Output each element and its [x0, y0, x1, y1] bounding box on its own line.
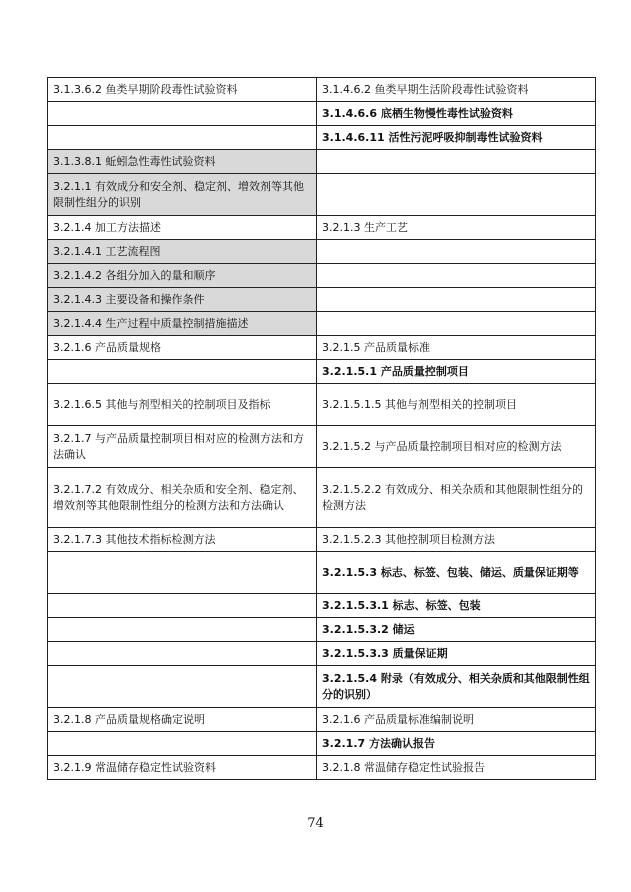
table-row: [48, 360, 596, 384]
right-cell: [317, 312, 596, 336]
right-cell: 3.2.1.3 生产工艺: [317, 216, 596, 240]
left-cell: 3.2.1.9 常温储存稳定性试验资料: [48, 756, 317, 780]
right-cell: 3.2.1.5.1.5 其他与剂型相关的控制项目: [317, 384, 596, 426]
left-cell: [48, 360, 317, 384]
left-cell: 3.2.1.4.1 工艺流程图: [48, 240, 317, 264]
left-cell: [48, 618, 317, 642]
table-row: [48, 216, 596, 240]
left-cell: 3.2.1.6 产品质量规格: [48, 336, 317, 360]
left-cell: 3.2.1.8 产品质量规格确定说明: [48, 708, 317, 732]
table-row: [48, 552, 596, 594]
table-row: [48, 126, 596, 150]
right-cell: 3.1.4.6.2 鱼类早期生活阶段毒性试验资料: [317, 78, 596, 102]
left-cell: [48, 552, 317, 594]
table-row: [48, 528, 596, 552]
table-row: [48, 594, 596, 618]
right-cell: 3.2.1.8 常温储存稳定性试验报告: [317, 756, 596, 780]
page-number: 74: [307, 816, 324, 831]
right-cell: 3.2.1.6 产品质量标准编制说明: [317, 708, 596, 732]
left-cell: [48, 642, 317, 666]
left-cell: [48, 594, 317, 618]
table-row: [48, 732, 596, 756]
table-row: [48, 264, 596, 288]
right-cell: [317, 240, 596, 264]
left-cell: 3.2.1.7.3 其他技术指标检测方法: [48, 528, 317, 552]
table-row: [48, 288, 596, 312]
right-cell: 3.2.1.5.2.2 有效成分、相关杂质和其他限制性组分的检测方法: [317, 468, 596, 528]
table-row: [48, 102, 596, 126]
right-cell: [317, 264, 596, 288]
comparison-table: [47, 77, 596, 780]
table-row: [48, 312, 596, 336]
left-cell: [48, 126, 317, 150]
right-cell: [317, 288, 596, 312]
left-cell: 3.1.3.8.1 蚯蚓急性毒性试验资料: [48, 150, 317, 174]
right-cell: [317, 174, 596, 216]
table-row: [48, 642, 596, 666]
right-cell: 3.2.1.5 产品质量标准: [317, 336, 596, 360]
right-cell: 3.1.4.6.6 底栖生物慢性毒性试验资料: [317, 102, 596, 126]
right-cell: 3.2.1.5.2 与产品质量控制项目相对应的检测方法: [317, 426, 596, 468]
right-cell: [317, 150, 596, 174]
left-cell: 3.2.1.7.2 有效成分、相关杂质和安全剂、稳定剂、增效剂等其他限制性组分的检测方法和方法确认: [48, 468, 317, 528]
left-cell: 3.2.1.6.5 其他与剂型相关的控制项目及指标: [48, 384, 317, 426]
table-row: [48, 666, 596, 708]
table-row: [48, 426, 596, 468]
table-row: [48, 618, 596, 642]
left-cell: 3.2.1.7 与产品质量控制项目相对应的检测方法和方法确认: [48, 426, 317, 468]
right-cell: 3.2.1.5.3.3 质量保证期: [317, 642, 596, 666]
right-cell: 3.2.1.5.3.1 标志、标签、包装: [317, 594, 596, 618]
right-cell: 3.2.1.5.3 标志、标签、包装、储运、质量保证期等: [317, 552, 596, 594]
left-cell: 3.1.3.6.2 鱼类早期阶段毒性试验资料: [48, 78, 317, 102]
right-cell: 3.2.1.5.4 附录（有效成分、相关杂质和其他限制性组分的识别）: [317, 666, 596, 708]
table-row: [48, 78, 596, 102]
table-row: [48, 174, 596, 216]
left-cell: 3.2.1.4 加工方法描述: [48, 216, 317, 240]
left-cell: 3.2.1.1 有效成分和安全剂、稳定剂、增效剂等其他限制性组分的识别: [48, 174, 317, 216]
table-row: [48, 240, 596, 264]
right-cell: 3.2.1.5.1 产品质量控制项目: [317, 360, 596, 384]
left-cell: 3.2.1.4.4 生产过程中质量控制措施描述: [48, 312, 317, 336]
table-row: [48, 150, 596, 174]
right-cell: 3.2.1.5.3.2 储运: [317, 618, 596, 642]
right-cell: 3.2.1.7 方法确认报告: [317, 732, 596, 756]
left-cell: [48, 102, 317, 126]
table-row: [48, 468, 596, 528]
left-cell: [48, 732, 317, 756]
table-row: [48, 336, 596, 360]
left-cell: 3.2.1.4.2 各组分加入的量和顺序: [48, 264, 317, 288]
left-cell: 3.2.1.4.3 主要设备和操作条件: [48, 288, 317, 312]
right-cell: 3.2.1.5.2.3 其他控制项目检测方法: [317, 528, 596, 552]
table-row: [48, 708, 596, 732]
table-row: [48, 756, 596, 780]
right-cell: 3.1.4.6.11 活性污泥呼吸抑制毒性试验资料: [317, 126, 596, 150]
table-row: [48, 384, 596, 426]
left-cell: [48, 666, 317, 708]
comparison-table-container: [47, 77, 590, 780]
